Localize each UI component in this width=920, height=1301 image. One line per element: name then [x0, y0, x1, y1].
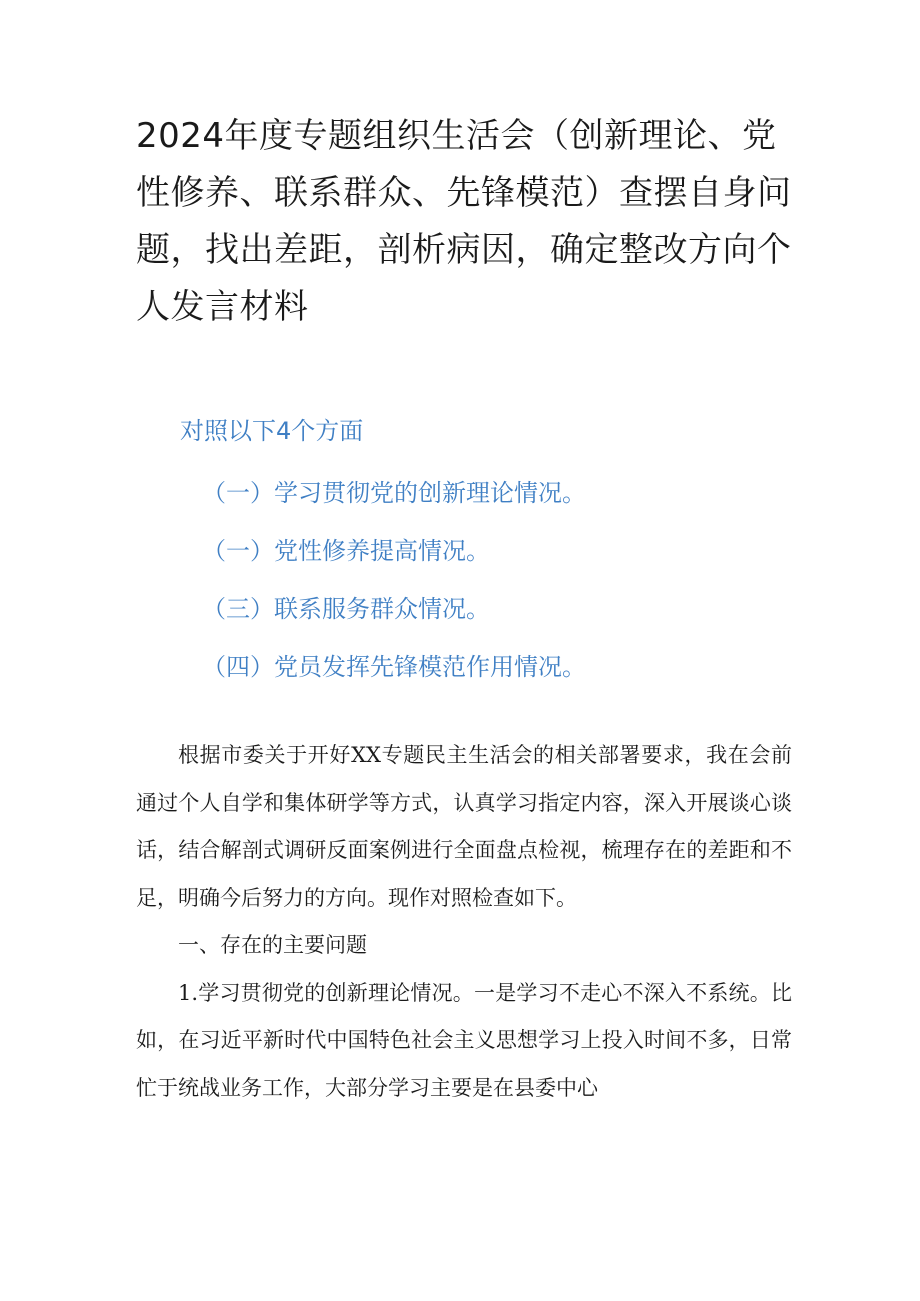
outline-list — [180, 464, 820, 696]
document-title: 2024年度专题组织生活会（创新理论、党性修养、联系群众、先锋模范）查摆自身问题，找出差距，剖析病因，确定整改方向个人发言材料 — [136, 116, 792, 327]
outline-heading: 对照以下4个方面 — [180, 417, 364, 445]
section-heading: 一、存在的主要问题 — [178, 933, 367, 957]
outline-item: （一）学习贯彻党的创新理论情况。 — [202, 479, 586, 507]
outline-item: （三）联系服务群众情况。 — [202, 595, 490, 623]
outline-item: （一）党性修养提高情况。 — [202, 537, 490, 565]
intro-paragraph: 根据市委关于开好XX专题民主生活会的相关部署要求，我在会前通过个人自学和集体研学等方式，认真学习指定内容，深入开展谈心谈话，结合解剖式调研反面案例进行全面盘点检视，梳理存在的差距和不足，明确今后努力的方向。现作对照检查如下。 — [136, 743, 792, 910]
body-paragraph: 1.学习贯彻党的创新理论情况。一是学习不走心不深入不系统。比如，在习近平新时代中国特色社会主义思想学习上投入时间不多，日常忙于统战业务工作，大部分学习主要是在县委中心 — [136, 980, 792, 1100]
body-text — [136, 732, 792, 1112]
outline-item: （四）党员发挥先锋模范作用情况。 — [202, 653, 586, 681]
outline-section — [180, 406, 820, 696]
